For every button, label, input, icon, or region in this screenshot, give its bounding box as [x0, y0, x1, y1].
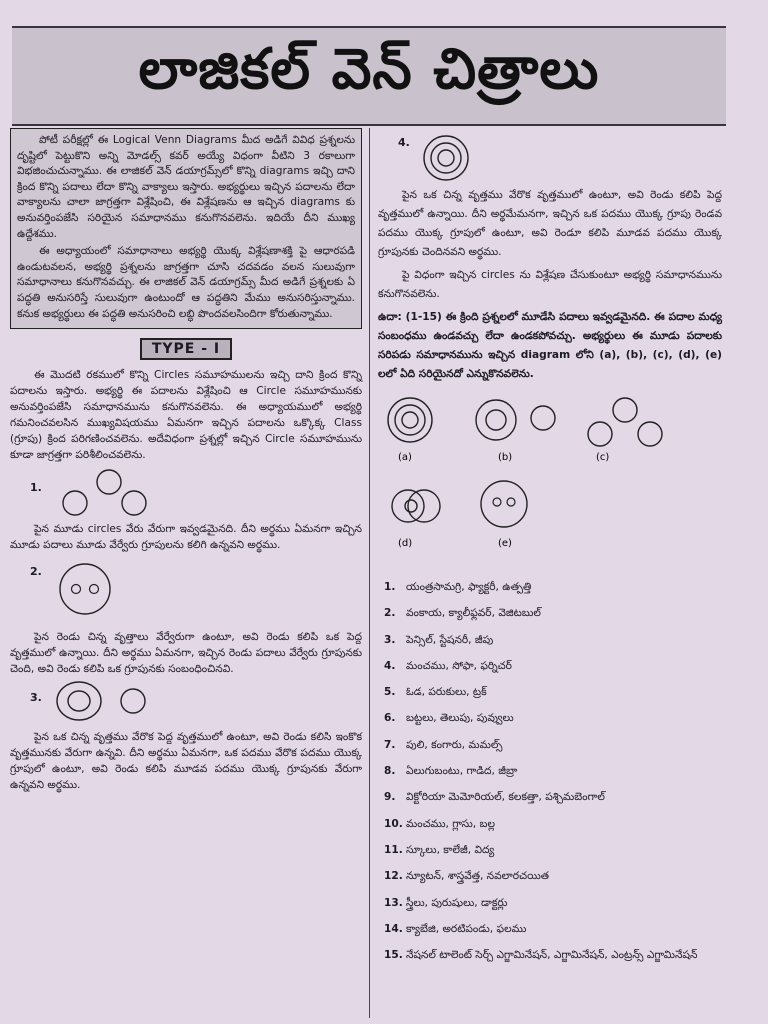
type-description: ఈ మొదటి రకములో కొన్ని Circles సమూహములను ఇచ్చి దాని క్రింద కొన్ని పదాలను ఇస్తారు. అభ్యర్థి ఈ పదాలను విశ్లేషించి ఆ Circle సమూహమునకు అనువర్తింపజేసి సమాధానమును కనుగొనవలెను. ఈ అధ్యాయములో అభ్యర్థి గమనించవలసిన ముఖ్యవిషయము ఏమనగా ఇచ్చిన పదాలను ఒక్కొక్క Class (గ్రూపు) క్రింద పరిగణించవలెను. అదేవిధంగా ప్రశ్నల్లో ఇచ్చిన Circle సమూహమును కూడా జాగ్రత్తగా పరిశీలించవలెను. [10, 369, 362, 462]
circle [486, 410, 506, 430]
example-3 [10, 679, 362, 793]
list-item: 15. నేషనల్ టాలెంట్ సెర్చ్ ఎగ్జామినేషన్, ఎగ్జామినేషన్, ఎంట్రన్స్ ఎగ్జామినేషన్ [384, 949, 698, 962]
list-item: 9. విక్టోరియా మెమోరియల్, కలకత్తా, పశ్చిమబెంగాల్ [384, 791, 605, 804]
circle [63, 491, 87, 515]
circle [613, 398, 637, 422]
intro-paragraph-2: ఈ అధ్యాయంలో సమాధానాలు అభ్యర్థి యొక్క విశ్లేషణాశక్తి పై ఆధారపడి ఉండుటవలన, అభ్యర్థి ప్రశ్నలను జాగ్రత్తగా చూసి చదవడం వలన సులువుగా సమాధానాలు కనుగొనవచ్చు. ఈ లాజికల్ వెన్ డయాగ్రమ్స్ మీద అడిగే ప్రశ్నలకు ఏ పద్ధతి అనుసరిస్తే సులువుగా ఉంటుందో ఆ పద్ధతిని మేము అనుసరిస్తున్నాము. కనుక అభ్యర్థులు ఈ పద్ధతి అనుసరించి లబ్ధి పొందవలసిందిగా కోరుతున్నాము. [17, 245, 355, 320]
circle [395, 405, 425, 435]
list-item: 14. క్యాబేజి, అరటిపండు, ఫలము [384, 922, 527, 935]
question-intro: ఉదా: (1-15) ఈ క్రింది ప్రశ్నలలో మూడేసి పదాలు ఇవ్వడమైనది. ఈ పదాల మధ్య సంబంధము ఉండవచ్చు లేదా ఉండకపోవచ్చు. అభ్యర్థులు ఈ మూడు పదాలకు సరిపడు సమాధానమును ఇచ్చిన diagram లోని (a), (b), (c), (d), (e) లలో ఏది సరియైనదో ఎన్నుకొనవలెను. [378, 311, 722, 380]
nested-circle-with-separate-circle-diagram [10, 679, 350, 723]
example-number: 2. [30, 565, 42, 579]
circle [402, 412, 418, 428]
example-1 [10, 469, 362, 553]
circle [90, 585, 99, 594]
option-b-diagram [476, 400, 555, 440]
list-item: 11. స్కూలు, కాలేజీ, విద్య [384, 843, 495, 856]
example-number: 4. [398, 136, 410, 149]
circle [57, 682, 101, 720]
circle [68, 691, 90, 711]
example-2 [10, 555, 362, 677]
option-label-c: (c) [596, 452, 610, 463]
example-text: పైన రెండు చిన్న వృత్తాలు వేర్వేరుగా ఉంటూ, అవి రెండు కలిపి ఒక పెద్ద వృత్తములో ఉన్నాయి. దీని అర్థము ఏమనగా, ఇచ్చిన రెండు పదాలు వేర్వేరు గ్రూపునకు చెంది, అవి రెండు కలిపి ఒక గ్రూపునకు సంబంధించినవి. [10, 631, 362, 676]
list-item: 5. ఓడ, పరుకులు, ట్రక్ [384, 686, 487, 699]
circle [405, 500, 417, 512]
circle [481, 481, 527, 527]
example-text: పైన ఒక చిన్న వృత్తము వేరొక పెద్ద వృత్తములో ఉంటూ, అవి రెండు కలిసి ఇంకొక వృత్తమునకు వేరుగా ఉన్నవి. దీని అర్థము ఏమనగా, ఒక పదము వేరొక పదము యొక్క గ్రూపులో ఉంటూ, అవి రెండు కలిపి మూడవ పదము యొక్క గ్రూపునకు వేరుగా ఉన్నవని అర్థము. [10, 731, 362, 792]
option-label-a: (a) [398, 452, 412, 463]
option-e-diagram [481, 481, 527, 527]
list-item: 8. ఏలుగుబంటు, గాడిద, జీబ్రా [384, 765, 518, 778]
option-label-d: (d) [398, 538, 413, 549]
circle [121, 689, 145, 713]
left-column [10, 128, 362, 793]
list-item: 4. మంచము, సోఫా, ఫర్నిచర్ [384, 659, 512, 672]
circle [431, 143, 461, 173]
circle [493, 498, 501, 506]
circle [97, 470, 121, 494]
example-number: 3. [30, 691, 42, 705]
circle [638, 422, 662, 446]
list-item: 7. పులి, కంగారు, మమల్స్ [384, 738, 503, 751]
option-d-diagram [392, 490, 440, 522]
title-banner [12, 26, 726, 126]
circle [588, 422, 612, 446]
question-list [378, 574, 722, 964]
circle [476, 400, 516, 440]
list-item: 13. స్త్రీలు, పురుషులు, డాక్టర్లు [384, 896, 508, 909]
intro-paragraph-1: పోటీ పరీక్షల్లో ఈ Logical Venn Diagrams మీద అడిగే వివిధ ప్రశ్నలను దృష్టిలో పెట్టుకొని అన్ని మోడల్స్ కవర్ అయ్యే విధంగా వీటిని 3 రకాలుగా విభజించుచున్నాము. ఈ లాజికల్ వెన్ డయాగ్రమ్స్‌లో కొన్ని diagrams ఇచ్చి దాని క్రింద కొన్ని పదాలు లేదా కొన్ని వాక్యాలు ఇస్తారు. అభ్యర్థులు ఇచ్చిన పదాలను లేదా వాక్యాలను చాలా జాగ్రత్తగా విశ్లేషించి, ఈ విశ్లేషణను ఆ ఇచ్చిన diagrams కు అనువర్తింపజేసి సరియైన సమాధానము కనుగొనవలెను. ఇదియే దీని ముఖ్య ఉద్దేశము. [17, 134, 355, 240]
circle [60, 564, 110, 614]
column-divider [369, 128, 370, 1018]
list-item: 6. బట్టలు, తెలుపు, పువ్వులు [384, 712, 514, 725]
three-separate-circles-diagram [10, 469, 350, 521]
list-item: 1. యంత్రసామగ్రి, ఫ్యాక్టరీ, ఉత్పత్తి [384, 581, 532, 593]
circle [507, 498, 515, 506]
two-circles-inside-large-circle-diagram [10, 555, 350, 619]
page-title: లాజికల్ వెన్ చిత్రాలు [138, 36, 600, 102]
list-item: 10. మంచము, గ్లాసు, బల్ల [384, 817, 495, 830]
option-label-b: (b) [498, 452, 513, 463]
circle [72, 585, 81, 594]
list-item: 12. న్యూటన్, శాస్త్రవేత్త, నవలారచయిత [384, 870, 549, 883]
option-a-diagram [388, 398, 432, 442]
example-4 [378, 128, 722, 262]
intro-box [10, 128, 362, 329]
option-c-diagram [588, 398, 662, 446]
analysis-text: పై విధంగా ఇచ్చిన circles ను విశ్లేషణ చేసుకుంటూ అభ్యర్థి సమాధానమును కనుగొనవలెను. [378, 269, 722, 300]
example-number: 1. [30, 481, 42, 495]
option-label-e: (e) [498, 538, 512, 549]
circle [531, 406, 555, 430]
circle [438, 150, 454, 166]
example-text: పైన మూడు circles వేరు వేరుగా ఇవ్వడమైనది. దీని అర్థము ఏమనగా ఇచ్చిన మూడు పదాలు మూడు వేర్వేరు గ్రూపులను కలిగి ఉన్నవని అర్థము. [10, 523, 362, 552]
circle [122, 491, 146, 515]
option-diagrams [378, 388, 722, 564]
type-badge: TYPE - I [140, 338, 232, 360]
list-item: 2. వంకాయ, క్యాలీఫ్లవర్, వెజిటబుల్ [384, 607, 541, 620]
right-column [378, 128, 722, 964]
list-item: 3. పెన్సిల్, స్టేషనరీ, జీపు [384, 633, 494, 646]
three-concentric-circles-diagram [378, 128, 718, 184]
example-text: పైన ఒక చిన్న వృత్తము వేరొక వృత్తములో ఉంటూ, అవి రెండు కలిపి పెద్ద వృత్తములో ఉన్నాయి. దీని అర్థమేమనగా, ఇచ్చిన ఒక పదము యొక్క గ్రూపు రెండవ పదము యొక్క గ్రూపులో ఉంటూ, అవి రెండూ కలిపి మూడవ పదము యొక్క గ్రూపునకు చెందినవని అర్థము. [378, 189, 722, 258]
